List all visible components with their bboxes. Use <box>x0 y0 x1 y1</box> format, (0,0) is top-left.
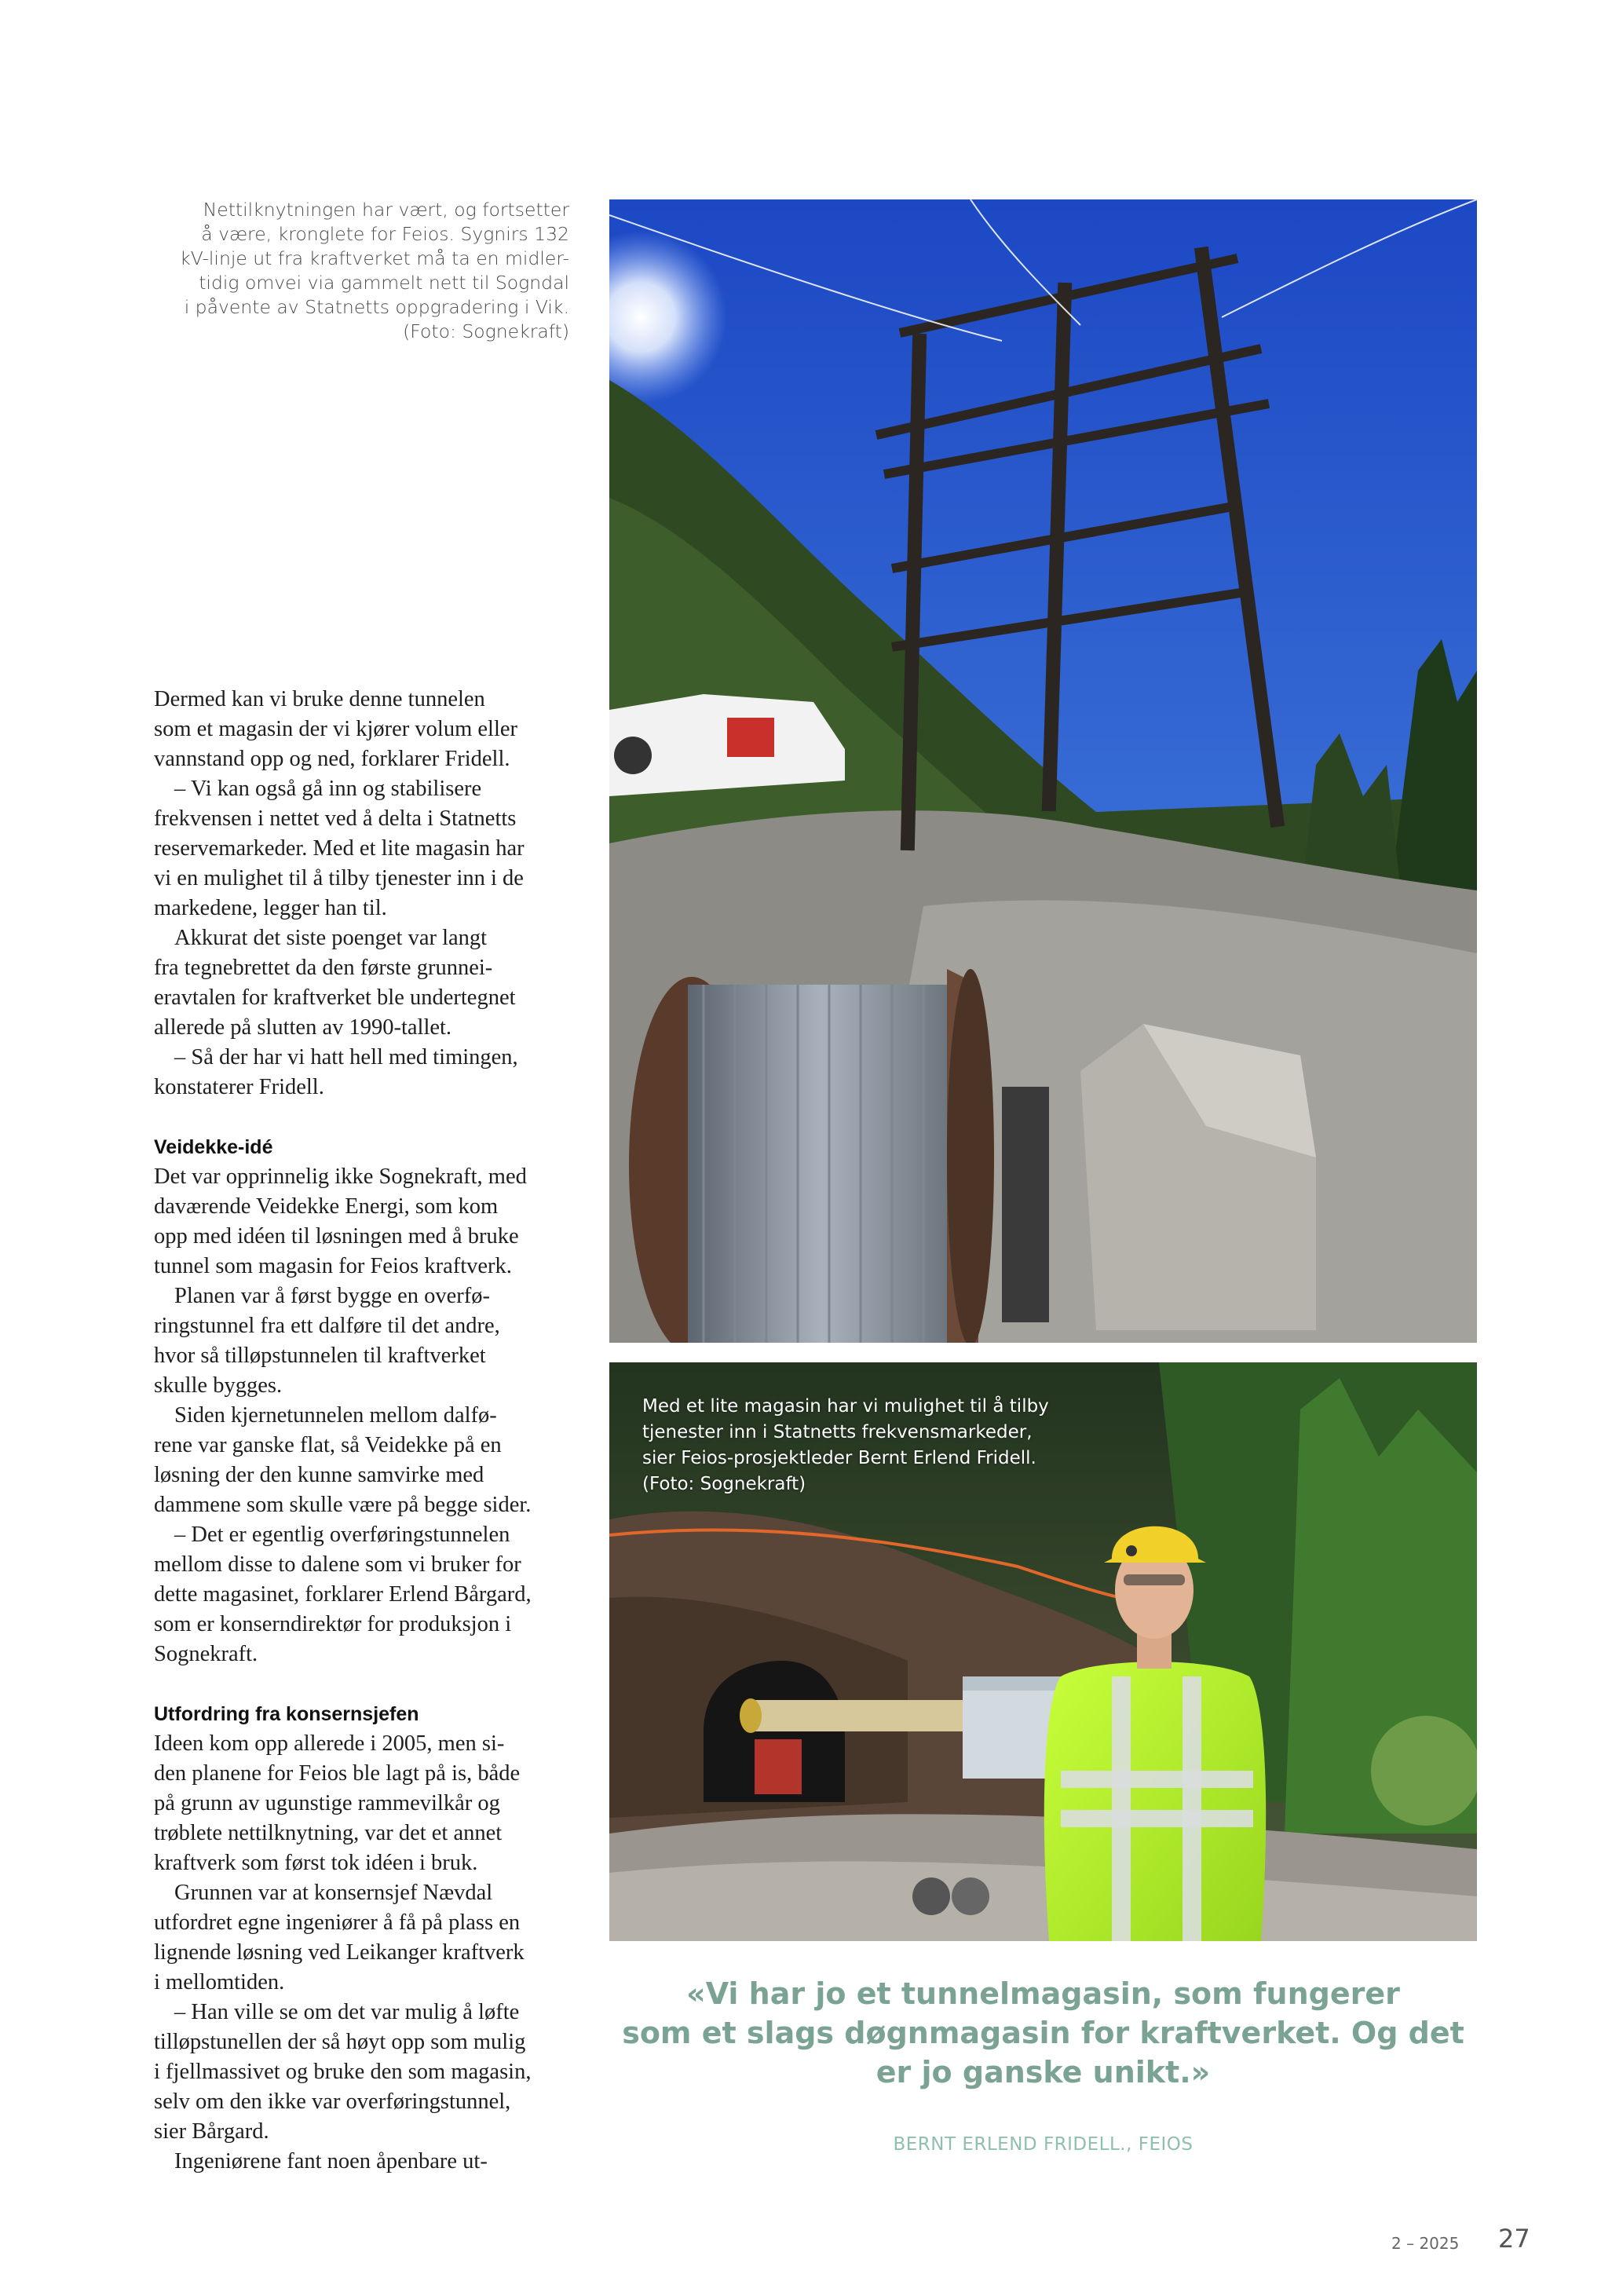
quote-attribution: BERNT ERLEND FRIDELL., FEIOS <box>893 2134 1193 2155</box>
page-number: 27 <box>1498 2224 1530 2254</box>
power-mast-illustration <box>609 199 1477 1343</box>
photo-caption-overlay: Med et lite magasin har vi mulighet til å tilby tjenester inn i Statnetts frekvensmarkeder, sier Feios-prosjektleder Bernt Erlend Fridell. (Foto: Sognekraft) <box>642 1396 1049 1494</box>
subheading-veidekke: Veidekke-idé <box>154 1136 273 1158</box>
photo-power-mast <box>609 199 1477 1343</box>
article-body: Dermed kan vi bruke denne tunnelen som et magasin der vi kjører volum eller vannstand opp og ned, forklarer Fridell. – Vi kan også gå inn og stabilisere frekvensen i nettet ved å delta i Statnetts reservemarkeder. Med et lite magasin har vi en mulighet til å tilby tjenester inn i de markedene, legger han til. Akkurat det siste poenget var langt fra tegnebrettet da den første grunnei- eravtalen for kraftverket ble undertegnet allerede på slutten av 1990-tallet. – Så der har vi hatt hell med timingen, konstaterer Fridell. Veidekke-idé Det var opprinnelig ikke Sognekraft, med daværende Veidekke Energi, som kom opp med idéen til løsningen med å bruke tunnel som magasin for Feios kraftverk. Planen var å først bygge en overfø- ringstunnel fra ett dalføre til det andre, hvor så tilløpstunnelen til kraftverket skulle bygges. Siden kjernetunnelen mellom dalfø- rene var ganske flat, så Veidekke på en løsning der den kunne samvirke med dammene som skulle være på begge sider. – Det er egentlig overføringstunnelen mellom disse to dalene som vi bruker for dette magasinet, forklarer Erlend Bårgard, som er konserndirektør for produksjon i Sognekraft. Utfordring fra konsernsjefen Ideen kom opp allerede i 2005, men si- den planene for Feios ble lagt på is, både på grunn av ugunstige rammevilkår og trøblete nettilknytning, var det et annet kraftverk som først tok idéen i bruk. Grunnen var at konsernsjef Nævdal utfordret egne ingeniører å få på plass en lignende løsning ved Leikanger kraftverk i mellomtiden. – Han ville se om det var mulig å løfte tilløpstunellen der så høyt opp som mulig i fjellmassivet og bruke den som magasin, selv om den ikke var overføringstunnel, sier Bårgard. Ingeniørene fant noen åpenbare ut- <box>154 685 578 2177</box>
photo-caption-top: Nettilknytningen har vært, og fortsetter å være, kronglete for Feios. Sygnirs 132 kV-linje ut fra kraftverket må ta en midler- tidig omvei via gammelt nett til Sogndal i påvente av Statnetts oppgradering i Vik. (Foto: Sognekraft) <box>180 199 569 342</box>
pull-quote: «Vi har jo et tunnelmagasin, som fungerer som et slags døgnmagasin for kraftverket. Og det er jo ganske unikt.» <box>622 1976 1464 2089</box>
subheading-konsernsjefen: Utfordring fra konsernsjefen <box>154 1703 419 1725</box>
issue-number: 2 – 2025 <box>1391 2234 1460 2253</box>
